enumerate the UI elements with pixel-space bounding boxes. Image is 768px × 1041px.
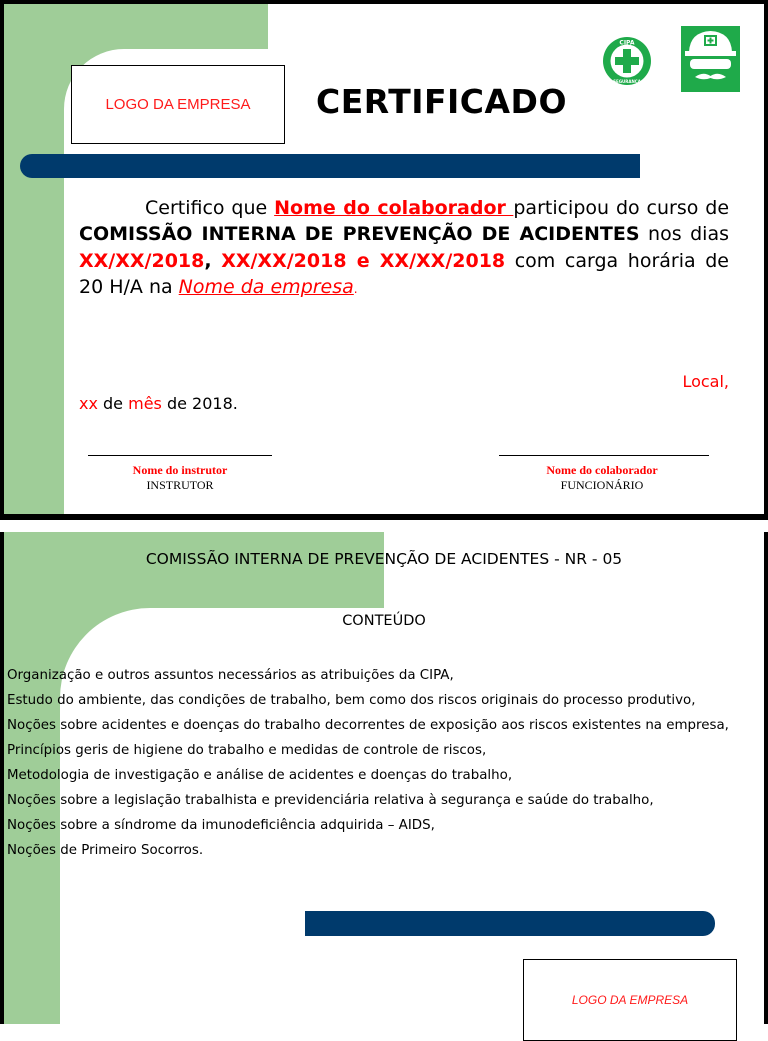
list-item: Metodologia de investigação e análise de acidentes e doenças do trabalho, [7,768,513,783]
date-de: de [97,394,129,413]
list-item: Noções sobre a síndrome da imunodeficiência adquirida – AIDS, [7,818,435,833]
list-item: Noções sobre a legislação trabalhista e previdenciária relativa à segurança e saúde do trabalho, [7,793,654,808]
safety-helmet-worker-icon [681,26,740,92]
white-top-area [384,532,764,612]
certificate-sheet [4,4,764,514]
cipa-safety-cross-icon [602,36,652,86]
employee-role: FUNCIONÁRIO [560,478,644,492]
body-text-3: nos dias [639,223,729,246]
list-item: Organização e outros assuntos necessários as atribuições da CIPA, [7,668,454,683]
cipa-badge-subtext: SEGURANÇA [613,79,641,84]
location-field: Local, [682,372,729,391]
issue-date [79,394,238,413]
instructor-signature-line [88,455,272,456]
employee-name-signature-field: Nome do colaborador [546,463,658,477]
instructor-role: INSTRUTOR [146,478,214,492]
month-field: mês [128,394,162,413]
content-list [7,665,729,865]
cipa-badge-text: CIPA [619,39,635,47]
certificate-body [79,195,729,303]
company-logo-text: LOGO DA EMPRESA [105,96,251,113]
body-text-2: participou do curso de [513,197,730,219]
course-date-1: XX/XX/2018 [79,249,205,272]
employee-name-field: Nome do colaborador [274,197,514,219]
list-item: Princípios geris de higiene do trabalho e medidas de controle de riscos, [7,743,487,758]
list-item: Estudo do ambiente, das condições de trabalho, bem como dos riscos originais do processo produtivo, [7,693,696,708]
body-text-4 [212,250,222,272]
content-heading: CONTEÚDO [342,613,426,629]
decorative-navy-bar [20,154,640,178]
company-logo-placeholder [71,65,285,144]
instructor-name-field: Nome do instrutor [132,463,228,477]
company-logo-text-2: LOGO DA EMPRESA [571,993,689,1007]
page-border-right [764,532,768,1024]
course-name: COMISSÃO INTERNA DE PREVENÇÃO DE ACIDENTES [79,223,640,246]
body-end-period: . [353,282,358,297]
body-text-5: com carga horária de 20 H/A na [79,249,729,299]
company-name-field: Nome da empresa [178,276,354,299]
content-page-title: COMISSÃO INTERNA DE PREVENÇÃO DE ACIDENTES - NR - 05 [145,550,623,568]
employee-signature-line [499,455,709,456]
certificate-page [0,0,768,520]
page-border-left [0,532,4,1024]
course-date-2-3: XX/XX/2018 e XX/XX/2018 [221,249,506,272]
company-logo-placeholder-2 [523,959,737,1041]
date-separator: , [204,249,212,272]
day-field: xx [79,394,98,413]
page-gap [0,520,768,532]
date-year: de 2018. [161,394,238,413]
list-item: Noções sobre acidentes e doenças do trabalho decorrentes de exposição aos riscos existentes na empresa, [7,718,729,733]
body-text-1: Certifico que [145,197,275,219]
list-item: Noções de Primeiro Socorros. [7,843,204,858]
decorative-navy-bar-2 [305,911,715,936]
certificate-title: CERTIFICADO [316,82,568,121]
